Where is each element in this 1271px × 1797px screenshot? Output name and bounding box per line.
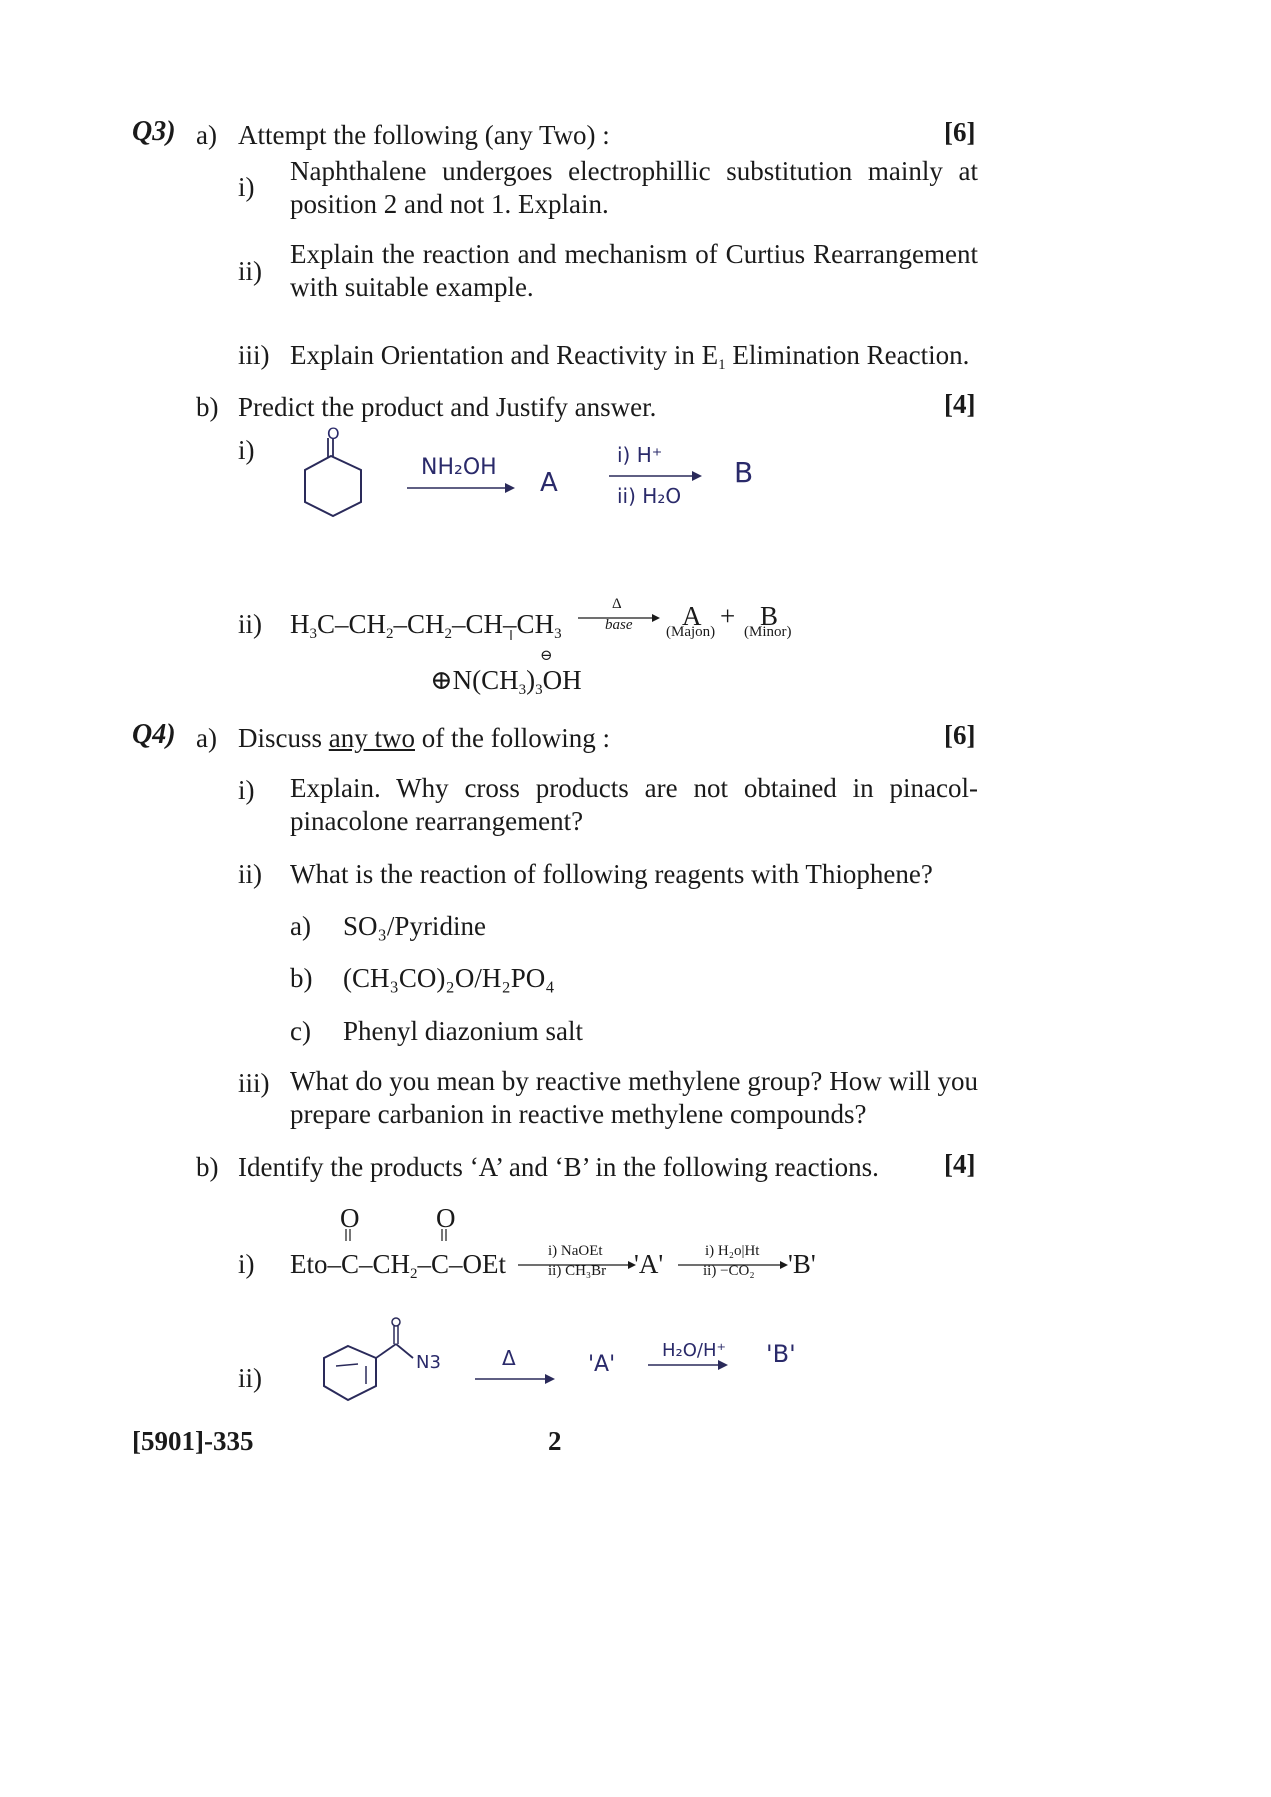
page-number: 2 bbox=[548, 1426, 562, 1456]
benzoyl-azide-structure bbox=[318, 1316, 428, 1406]
q3a-item-num: ii) bbox=[238, 256, 262, 286]
question-number-q4: Q4) bbox=[132, 719, 176, 750]
heat-delta-label: Δ bbox=[502, 1346, 516, 1370]
q3a-marks: [6] bbox=[944, 117, 976, 147]
product-b-label: B bbox=[734, 456, 754, 489]
reagent-sub-label: b) bbox=[290, 963, 313, 993]
q3a-item-num: iii) bbox=[238, 340, 270, 370]
paper-code: [5901]-335 bbox=[132, 1426, 254, 1456]
product-b-label: 'B' bbox=[766, 1340, 796, 1368]
q4b-marks: [4] bbox=[944, 1149, 976, 1179]
reagent-sub-text: SO₃/Pyridine bbox=[343, 911, 486, 941]
product-b-note: (Minor) bbox=[744, 624, 792, 640]
q4b-label: b) bbox=[196, 1152, 219, 1182]
carbonyl-oxygen-2: O bbox=[436, 1203, 456, 1233]
q3a-item-text: Explain Orientation and Reactivity in $E_1$ Elimination Reaction. bbox=[290, 340, 970, 373]
q3a-item-text: Explain the reaction and mechanism of Curtius Rearrangement with suitable example. bbox=[290, 239, 978, 302]
product-a-label: 'A' bbox=[588, 1352, 616, 1377]
q4b-i-num: i) bbox=[238, 1249, 255, 1279]
q3b-i-num: i) bbox=[238, 435, 255, 465]
product-a-note: (Majon) bbox=[666, 624, 716, 640]
arrow1-bottom-label: ii) CH₃Br bbox=[548, 1263, 607, 1279]
product-a-label: A bbox=[540, 468, 558, 498]
charge-symbol: ⊖ bbox=[540, 648, 553, 664]
malonic-ester-formula: Eto–$C-CH_2-C$–OEt bbox=[290, 1249, 507, 1282]
carbonyl-oxygen-1: O bbox=[340, 1203, 360, 1233]
reaction-arrow-2 bbox=[607, 468, 702, 484]
arrow-bottom-base: base bbox=[605, 617, 633, 633]
reagent-sub-label: c) bbox=[290, 1016, 311, 1046]
q4a-marks: [6] bbox=[944, 720, 976, 750]
arrow1-top-label: i) NaOEt bbox=[548, 1243, 603, 1259]
reagent-sub-text: Phenyl diazonium salt bbox=[343, 1016, 583, 1046]
arrow-top-delta: Δ bbox=[612, 596, 622, 612]
q4a-item-text: What do you mean by reactive methylene group? How will you prepare carbanion in reactive methylene compounds? bbox=[290, 1066, 978, 1129]
q3a-label: a) bbox=[196, 120, 217, 150]
condition-2-label: ii) H₂O bbox=[617, 484, 682, 508]
product-b-label: 'B' bbox=[788, 1249, 816, 1279]
reagent-label: H₂O/H⁺ bbox=[662, 1340, 727, 1361]
q3a-text: Attempt the following (any Two) : bbox=[238, 120, 610, 150]
q3b-text: Predict the product and Justify answer. bbox=[238, 392, 657, 422]
q4a-item-num: ii) bbox=[238, 859, 262, 889]
azide-group-label: N3 bbox=[416, 1352, 441, 1373]
q4a-item-num: iii) bbox=[238, 1068, 270, 1098]
substrate-formula: $H_3C-CH_2-CH_2-CH-CH_3$ bbox=[290, 609, 562, 642]
q3a-item-text: Naphthalene undergoes electrophillic substitution mainly at position 2 and not 1. Explain. bbox=[290, 156, 978, 219]
reagent-label: NH₂OH bbox=[421, 455, 497, 480]
q3b-ii-num: ii) bbox=[238, 609, 262, 639]
arrow2-top-label: i) H₂o|Ht bbox=[705, 1243, 760, 1259]
q3a-item-num: i) bbox=[238, 172, 255, 202]
q4a-text: Discuss any two of the following : bbox=[238, 723, 610, 753]
substituent-bond bbox=[510, 630, 512, 640]
condition-1-label: i) H⁺ bbox=[617, 443, 663, 467]
reaction-arrow-1 bbox=[405, 480, 515, 496]
q3b-label: b) bbox=[196, 392, 219, 422]
leaving-group: $\oplus N(CH_3)_3OH$ bbox=[430, 665, 582, 698]
reaction-arrow-3 bbox=[475, 1372, 555, 1386]
q4a-label: a) bbox=[196, 723, 217, 753]
arrow2-bottom-label: ii) −CO₂ bbox=[703, 1263, 755, 1279]
carbonyl-double-bonds bbox=[340, 1229, 460, 1243]
question-number-q3: Q3) bbox=[132, 116, 176, 147]
carbonyl-oxygen-label: O bbox=[327, 424, 340, 443]
q4b-ii-num: ii) bbox=[238, 1363, 262, 1393]
reagent-sub-label: a) bbox=[290, 911, 311, 941]
q4a-item-text: Explain. Why cross products are not obtained in pinacol-pinacolone rearrangement? bbox=[290, 773, 978, 836]
product-a-label: A bbox=[682, 601, 702, 631]
reagent-sub-text: (CH₃CO)₂O/H₂PO₄ bbox=[343, 963, 555, 993]
q4a-item-text: What is the reaction of following reagents with Thiophene? bbox=[290, 859, 933, 889]
q4a-item-num: i) bbox=[238, 775, 255, 805]
product-b-label: B bbox=[760, 601, 779, 631]
cyclohexanone-structure bbox=[295, 430, 375, 520]
product-a-label: 'A' bbox=[634, 1249, 664, 1279]
q3b-marks: [4] bbox=[944, 389, 976, 419]
plus-sign: + bbox=[720, 601, 736, 631]
reaction-arrow-4 bbox=[648, 1358, 728, 1372]
q4b-text: Identify the products ‘A’ and ‘B’ in the following reactions. bbox=[238, 1152, 879, 1182]
